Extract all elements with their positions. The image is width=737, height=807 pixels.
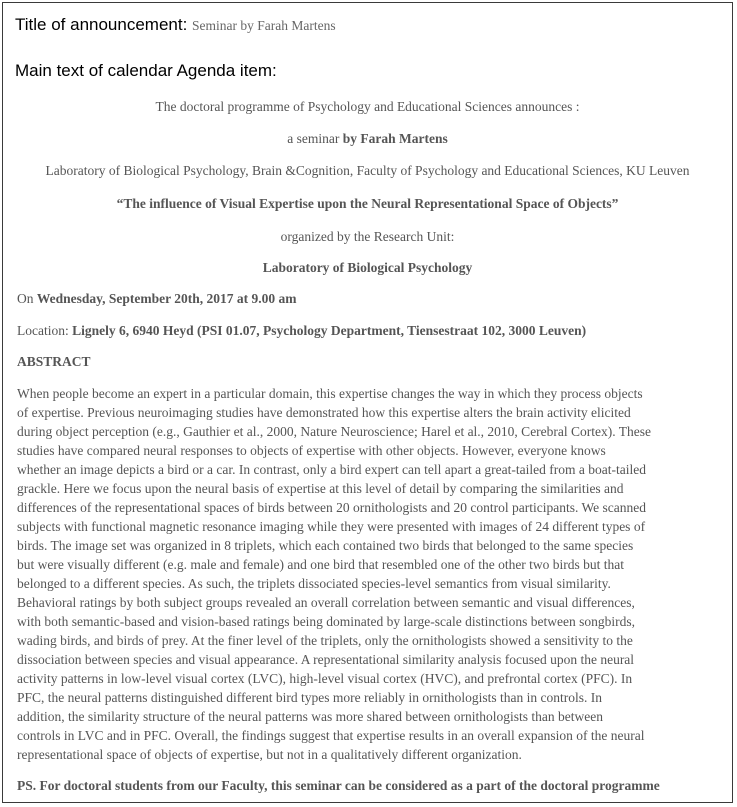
abstract-line: grackle. Here we focus upon the neural basis of expertise at this level of detail by comparing the similarities and [17,481,624,496]
abstract-line: addition, the similarity structure of the neural patterns was more shared between ornithologists than between [17,709,603,724]
abstract-body [17,384,717,764]
abstract-line: PFC, the neural patterns distinguished different bird types more reliably in ornithologists than in controls. In [17,690,603,705]
abstract-line: with both semantic-based and vision-based ratings being dominated by large-scale distinctions between songbirds, [17,614,635,629]
location-prefix: Location: [17,323,69,338]
abstract-line: whether an image depicts a bird or a car. In contrast, only a bird expert can tell apart a great-tailed from a boat-tailed [17,462,646,477]
location-line [17,323,586,339]
abstract-line: activity patterns in low-level visual cortex (LVC), high-level visual cortex (HVC), and prefrontal cortex (PFC). In [17,671,633,686]
abstract-line: studies have compared neural responses to objects of expertise with other objects. However, everyone knows [17,443,606,458]
abstract-line: differences of the representational spaces of birds between 20 ornithologists and 20 control participants. We scanned [17,500,646,515]
title-label: Title of announcement: [15,15,188,34]
abstract-heading-text: ABSTRACT [17,354,91,369]
abstract-heading [17,354,91,370]
ps-text: PS. For doctoral students from our Faculty, this seminar can be considered as a part of the doctoral programme [17,778,660,793]
speaker-name: by Farah Martens [342,131,448,146]
abstract-line: dissociation between species and visual appearance. A representational similarity analysis focused upon the neural [17,652,635,667]
abstract-line: Behavioral ratings by both subject groups revealed an overall correlation between semantic and visual differences, [17,595,635,610]
abstract-line: during object perception (e.g., Gauthier et al., 2000, Nature Neuroscience; Harel et al., 2010, Cerebral Cortex). These [17,424,652,439]
seminar-line [2,131,733,147]
organized-by-line: organized by the Research Unit: [280,229,455,244]
abstract-line: controls in LVC and in PFC. Overall, the findings suggest that expertise results in an overall expansion of the neural [17,728,645,743]
title-value: Seminar by Farah Martens [192,18,336,33]
abstract-line: When people become an expert in a particular domain, this expertise changes the way in which they process objects [17,386,643,401]
location-value: Lignely 6, 6940 Heyd (PSI 01.07, Psychology Department, Tiensestraat 102, 3000 Leuven) [72,323,587,338]
date-value: Wednesday, September 20th, 2017 at 9.00 am [36,291,297,306]
ps-line [17,778,660,794]
research-unit-line [2,260,733,276]
date-prefix: On [17,291,34,306]
abstract-line: of expertise. Previous neuroimaging studies have demonstrated how this expertise alters the brain activity elicited [17,405,631,420]
abstract-line: wading birds, and birds of prey. At the finer level of the triplets, only the ornithologists showed a sensitivity to the [17,633,633,648]
talk-title [2,196,733,212]
main-text-label: Main text of calendar Agenda item: [15,61,277,80]
abstract-line: belonged to a different species. As such, the triplets dissociated species-level semantics from visual similarity. [17,576,611,591]
research-unit-name: Laboratory of Biological Psychology [262,260,473,275]
seminar-prefix: a seminar [287,131,340,146]
title-line [15,15,336,35]
intro-line: The doctoral programme of Psychology and Educational Sciences announces : [155,99,580,114]
abstract-line: birds. The image set was organized in 8 triplets, which each contained two birds that belonged to the same species [17,538,634,553]
affiliation-line: Laboratory of Biological Psychology, Brain &Cognition, Faculty of Psychology and Educational Sciences, KU Leuven [45,163,690,178]
abstract-line: subjects with functional magnetic resonance imaging while they were presented with images of 24 different types of [17,519,646,534]
talk-title-text: “The influence of Visual Expertise upon the Neural Representational Space of Objects” [116,196,619,211]
abstract-line: but were visually different (e.g. male and female) and one bird that resembled one of the other two birds but that [17,557,625,572]
abstract-line: representational space of objects of expertise, but not in a qualitatively different organization. [17,747,522,762]
date-line [17,291,297,307]
